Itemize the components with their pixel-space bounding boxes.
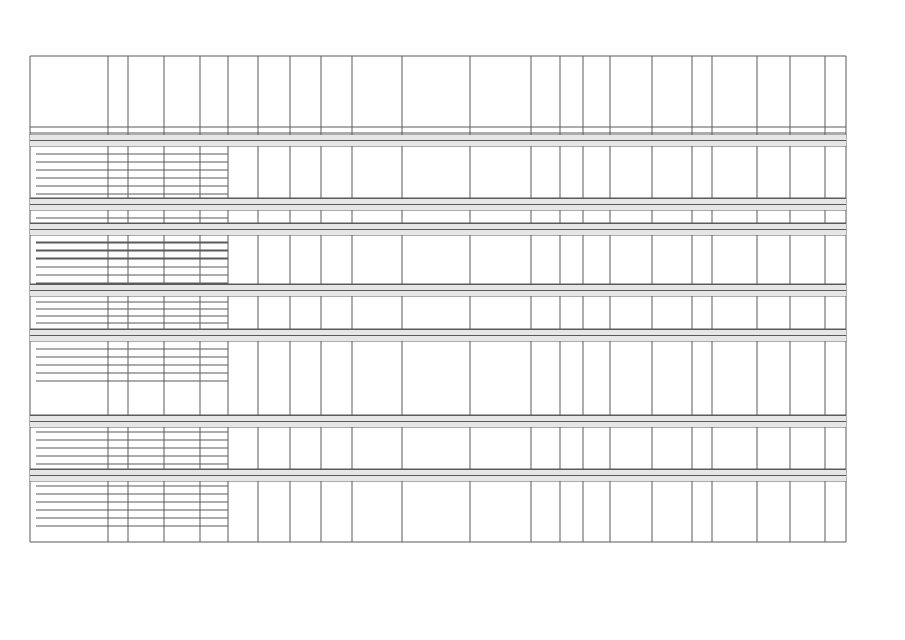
section-band (30, 230, 846, 235)
section-band (30, 135, 846, 140)
section-band (30, 416, 846, 421)
section-band (30, 205, 846, 210)
section-band (30, 199, 846, 204)
section-band (30, 336, 846, 341)
section-band (30, 285, 846, 290)
section-band (30, 330, 846, 335)
section-band (30, 141, 846, 146)
section-band (30, 422, 846, 427)
section-band (30, 476, 846, 481)
section-band (30, 291, 846, 296)
section-band (30, 470, 846, 475)
section-band (30, 224, 846, 229)
